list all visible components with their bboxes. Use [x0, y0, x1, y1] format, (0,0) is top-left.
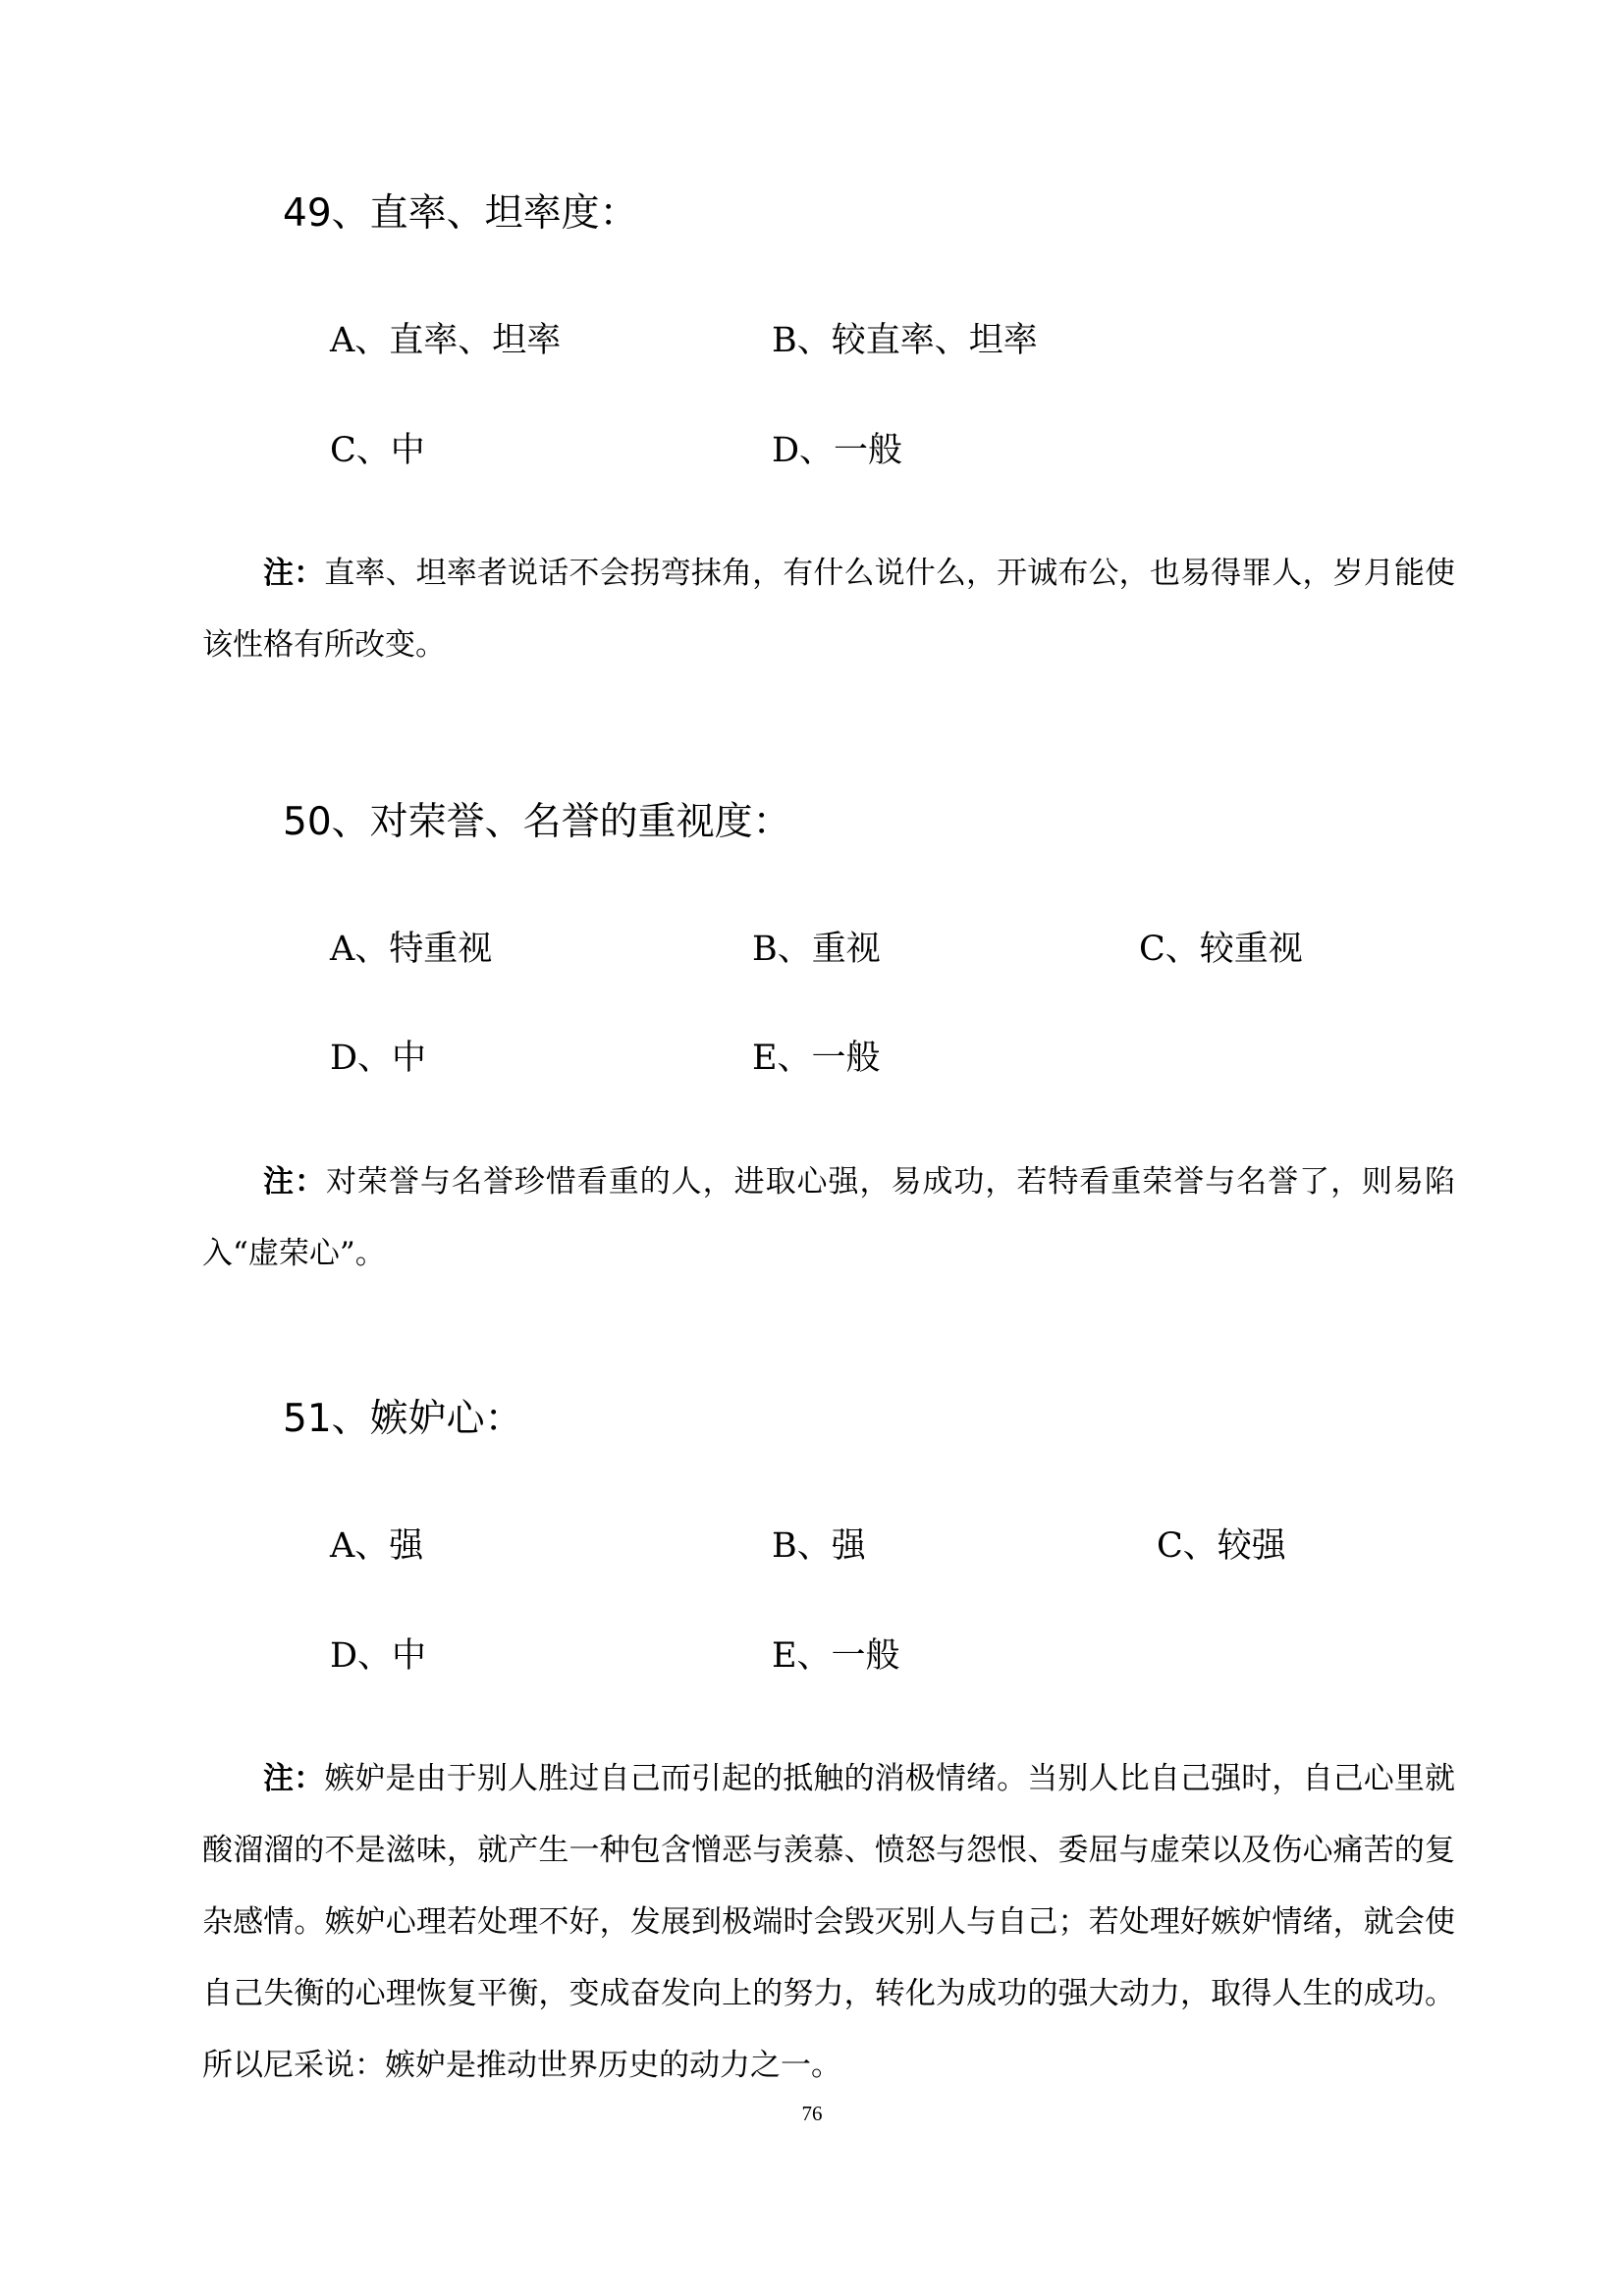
page-number: 76: [801, 2102, 823, 2125]
option-c: C、中: [330, 431, 425, 470]
option-b: B、较直率、坦率: [772, 321, 1038, 360]
question-note: [202, 1743, 1455, 2102]
option-a: A、强: [330, 1526, 424, 1566]
option-d: D、中: [330, 1039, 427, 1078]
option-c: C、较强: [1157, 1526, 1286, 1566]
option-b: B、重视: [752, 930, 881, 969]
option-c: C、较重视: [1139, 930, 1303, 969]
option-a: A、直率、坦率: [330, 321, 562, 360]
note-label: 注：: [263, 1761, 325, 1796]
note-text: 直率、坦率者说话不会拐弯抹角，有什么说什么，开诚布公，也易得罪人，岁月能使该性格有所改变。: [202, 556, 1455, 663]
option-d: D、一般: [772, 431, 903, 470]
note-text: 对荣誉与名誉珍惜看重的人，进取心强，易成功，若特看重荣誉与名誉了，则易陷入“虚荣心”。: [202, 1164, 1456, 1271]
option-a: A、特重视: [330, 930, 493, 969]
note-label: 注：: [263, 1164, 326, 1200]
question-note: [202, 538, 1455, 681]
question-title: 49、直率、坦率度：: [283, 191, 638, 236]
question-title: 50、对荣誉、名誉的重视度：: [283, 800, 791, 844]
note-text: 嫉妒是由于别人胜过自己而引起的抵触的消极情绪。当别人比自己强时，自己心里就酸溜溜的不是滋味，就产生一种包含憎恶与羡慕、愤怒与怨恨、委屈与虚荣以及伤心痛苦的复杂感情。嫉妒心理若处理不好，发展到极端时会毁灭别人与自己；若处理好嫉妒情绪，就会使自己失衡的心理恢复平衡，变成奋发向上的努力，转化为成功的强大动力，取得人生的成功。所以尼采说：嫉妒是推动世界历史的动力之一。: [202, 1761, 1455, 2083]
option-d: D、中: [330, 1636, 427, 1676]
note-label: 注：: [263, 556, 325, 591]
option-e: E、一般: [752, 1039, 881, 1078]
option-b: B、强: [772, 1526, 866, 1566]
option-e: E、一般: [772, 1636, 900, 1676]
question-title: 51、嫉妒心：: [283, 1397, 523, 1441]
question-note: [202, 1147, 1455, 1290]
